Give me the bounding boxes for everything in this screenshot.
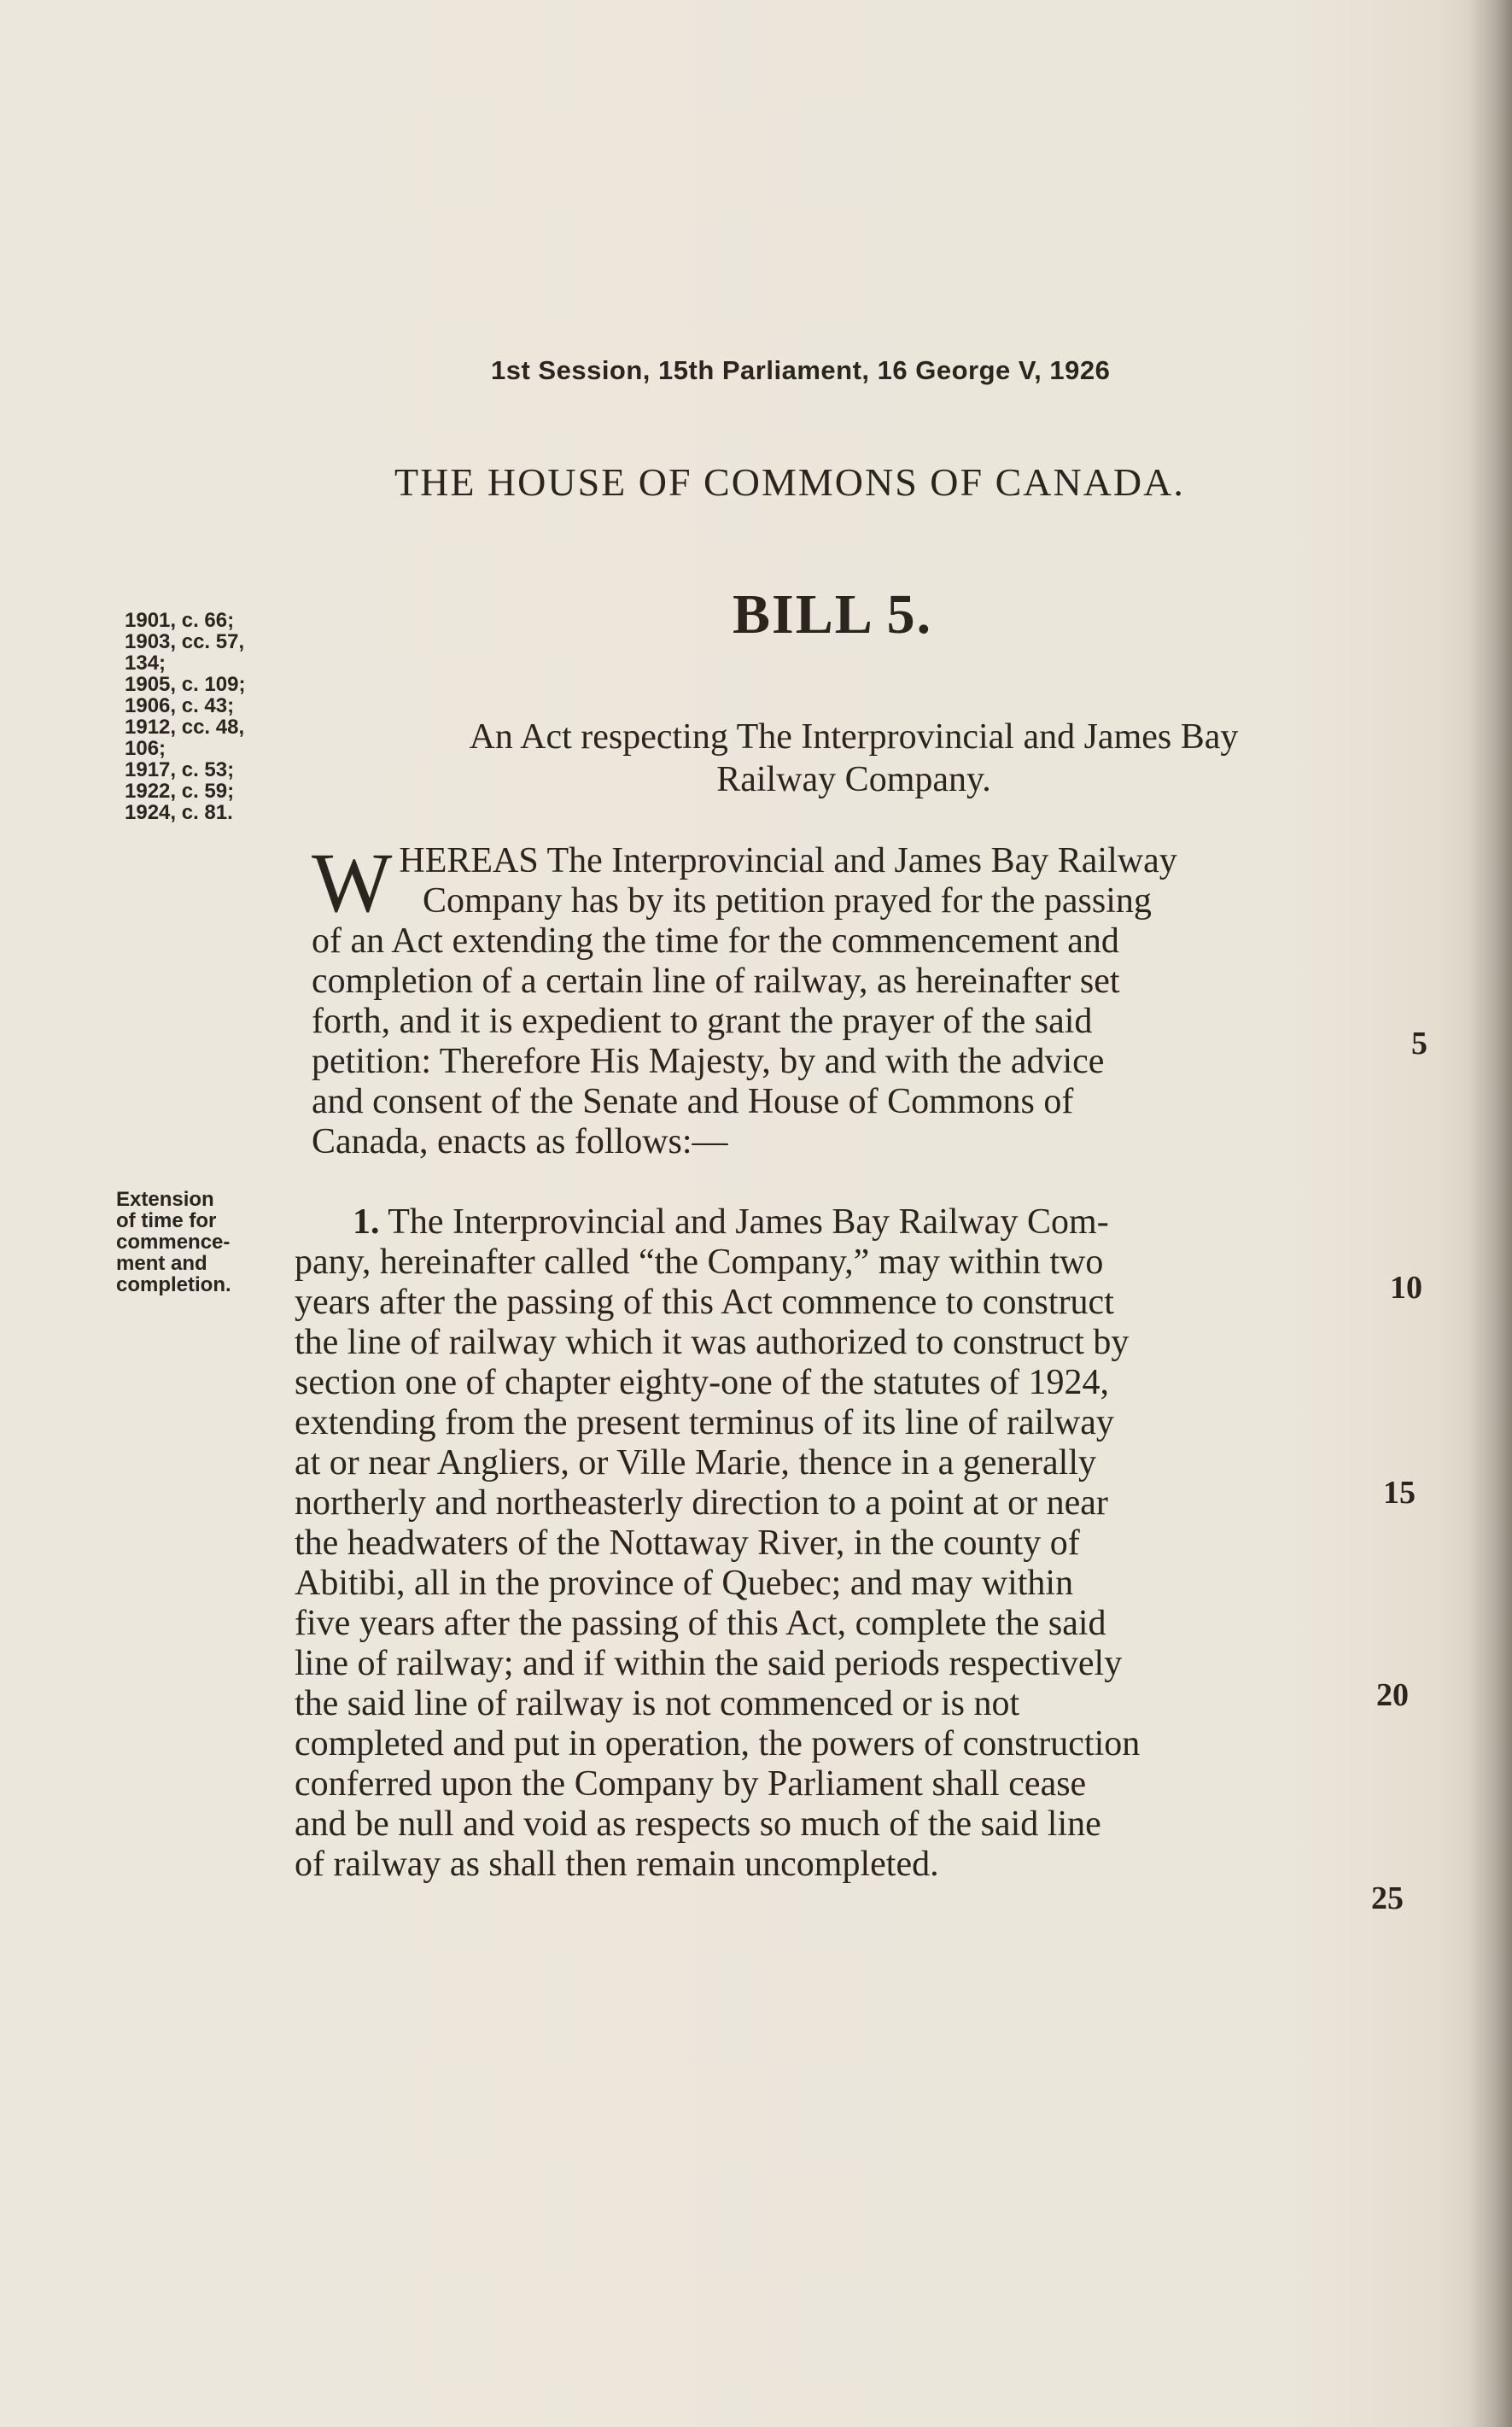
preamble-line: Canada, enacts as follows:— xyxy=(312,1122,728,1161)
section-line: extending from the present terminus of its line of railway xyxy=(295,1403,1114,1442)
preamble-line: and consent of the Senate and House of Commons of xyxy=(312,1082,1074,1121)
preamble-line: Company has by its petition prayed for the passing xyxy=(423,881,1152,921)
section-line: completed and put in operation, the powers of construction xyxy=(295,1724,1141,1763)
line-number: 25 xyxy=(1371,1880,1404,1916)
preamble xyxy=(312,835,1379,1162)
statute-reference: 106; xyxy=(125,737,166,760)
statute-reference: 134; xyxy=(125,652,166,675)
section-line xyxy=(295,1202,1366,1243)
line-number: 20 xyxy=(1376,1677,1409,1713)
statute-reference: 1912, cc. 48, xyxy=(125,716,245,739)
section-line: the headwaters of the Nottaway River, in the county of xyxy=(295,1523,1080,1563)
section-line: pany, hereinafter called “the Company,” may within two xyxy=(295,1243,1104,1282)
act-title xyxy=(342,716,1366,801)
drop-cap: W xyxy=(312,835,393,930)
section-line: the line of railway which it was authorized to construct by xyxy=(295,1323,1130,1362)
section-line: section one of chapter eighty-one of the statutes of 1924, xyxy=(295,1363,1110,1402)
section-line: northerly and northeasterly direction to a point at or near xyxy=(295,1483,1108,1523)
statute-reference: 1924, c. 81. xyxy=(125,801,233,824)
margin-note-line: ment and xyxy=(116,1252,207,1275)
house-heading: THE HOUSE OF COMMONS OF CANADA. xyxy=(394,460,1185,504)
statute-reference: 1906, c. 43; xyxy=(125,694,235,717)
section-line: at or near Angliers, or Ville Marie, thence in a generally xyxy=(295,1443,1097,1483)
section-line: line of railway; and if within the said periods respectively xyxy=(295,1644,1123,1683)
margin-note-line: completion. xyxy=(116,1273,231,1296)
statute-reference: 1901, c. 66; xyxy=(125,609,235,632)
margin-note-line: Extension xyxy=(116,1188,214,1211)
section-line: five years after the passing of this Act, complete the said xyxy=(295,1604,1106,1643)
preamble-line: completion of a certain line of railway, as hereinafter set xyxy=(312,962,1120,1001)
preamble-line: petition: Therefore His Majesty, by and with the advice xyxy=(312,1042,1105,1081)
margin-note-line: commence- xyxy=(116,1231,231,1254)
statute-reference: 1905, c. 109; xyxy=(125,673,246,696)
statute-reference: 1922, c. 59; xyxy=(125,780,235,803)
line-number: 5 xyxy=(1411,1026,1427,1061)
statute-references xyxy=(125,610,295,823)
line-number: 15 xyxy=(1383,1475,1416,1511)
section-line: and be null and void as respects so much of the said line xyxy=(295,1804,1101,1844)
margin-note-line: of time for xyxy=(116,1209,217,1232)
section-margin-note xyxy=(116,1189,278,1295)
section-line: of railway as shall then remain uncompleted. xyxy=(295,1845,939,1884)
section-number: 1. xyxy=(353,1202,380,1242)
section-line: years after the passing of this Act commence to construct xyxy=(295,1283,1114,1322)
act-title-line: An Act respecting The Interprovincial and James Bay xyxy=(469,717,1239,757)
statute-reference: 1903, cc. 57, xyxy=(125,630,245,653)
act-title-line: Railway Company. xyxy=(716,760,991,799)
section-text: The Interprovincial and James Bay Railway Com- xyxy=(388,1202,1109,1242)
section-line: the said line of railway is not commenced or is not xyxy=(295,1684,1020,1723)
session-heading: 1st Session, 15th Parliament, 16 George V, 1926 xyxy=(491,355,1111,385)
preamble-line: forth, and it is expedient to grant the prayer of the said xyxy=(312,1002,1093,1041)
section-line: conferred upon the Company by Parliament shall cease xyxy=(295,1764,1087,1804)
statute-reference: 1917, c. 53; xyxy=(125,758,235,781)
bill-number: BILL 5. xyxy=(733,583,933,646)
section-1 xyxy=(295,1202,1366,1885)
preamble-line: HEREAS The Interprovincial and James Bay Railway xyxy=(399,841,1177,880)
section-line: Abitibi, all in the province of Quebec; and may within xyxy=(295,1564,1074,1603)
preamble-line: of an Act extending the time for the commencement and xyxy=(312,921,1119,961)
page-edge-shadow xyxy=(1469,0,1512,2427)
line-number: 10 xyxy=(1390,1270,1422,1306)
